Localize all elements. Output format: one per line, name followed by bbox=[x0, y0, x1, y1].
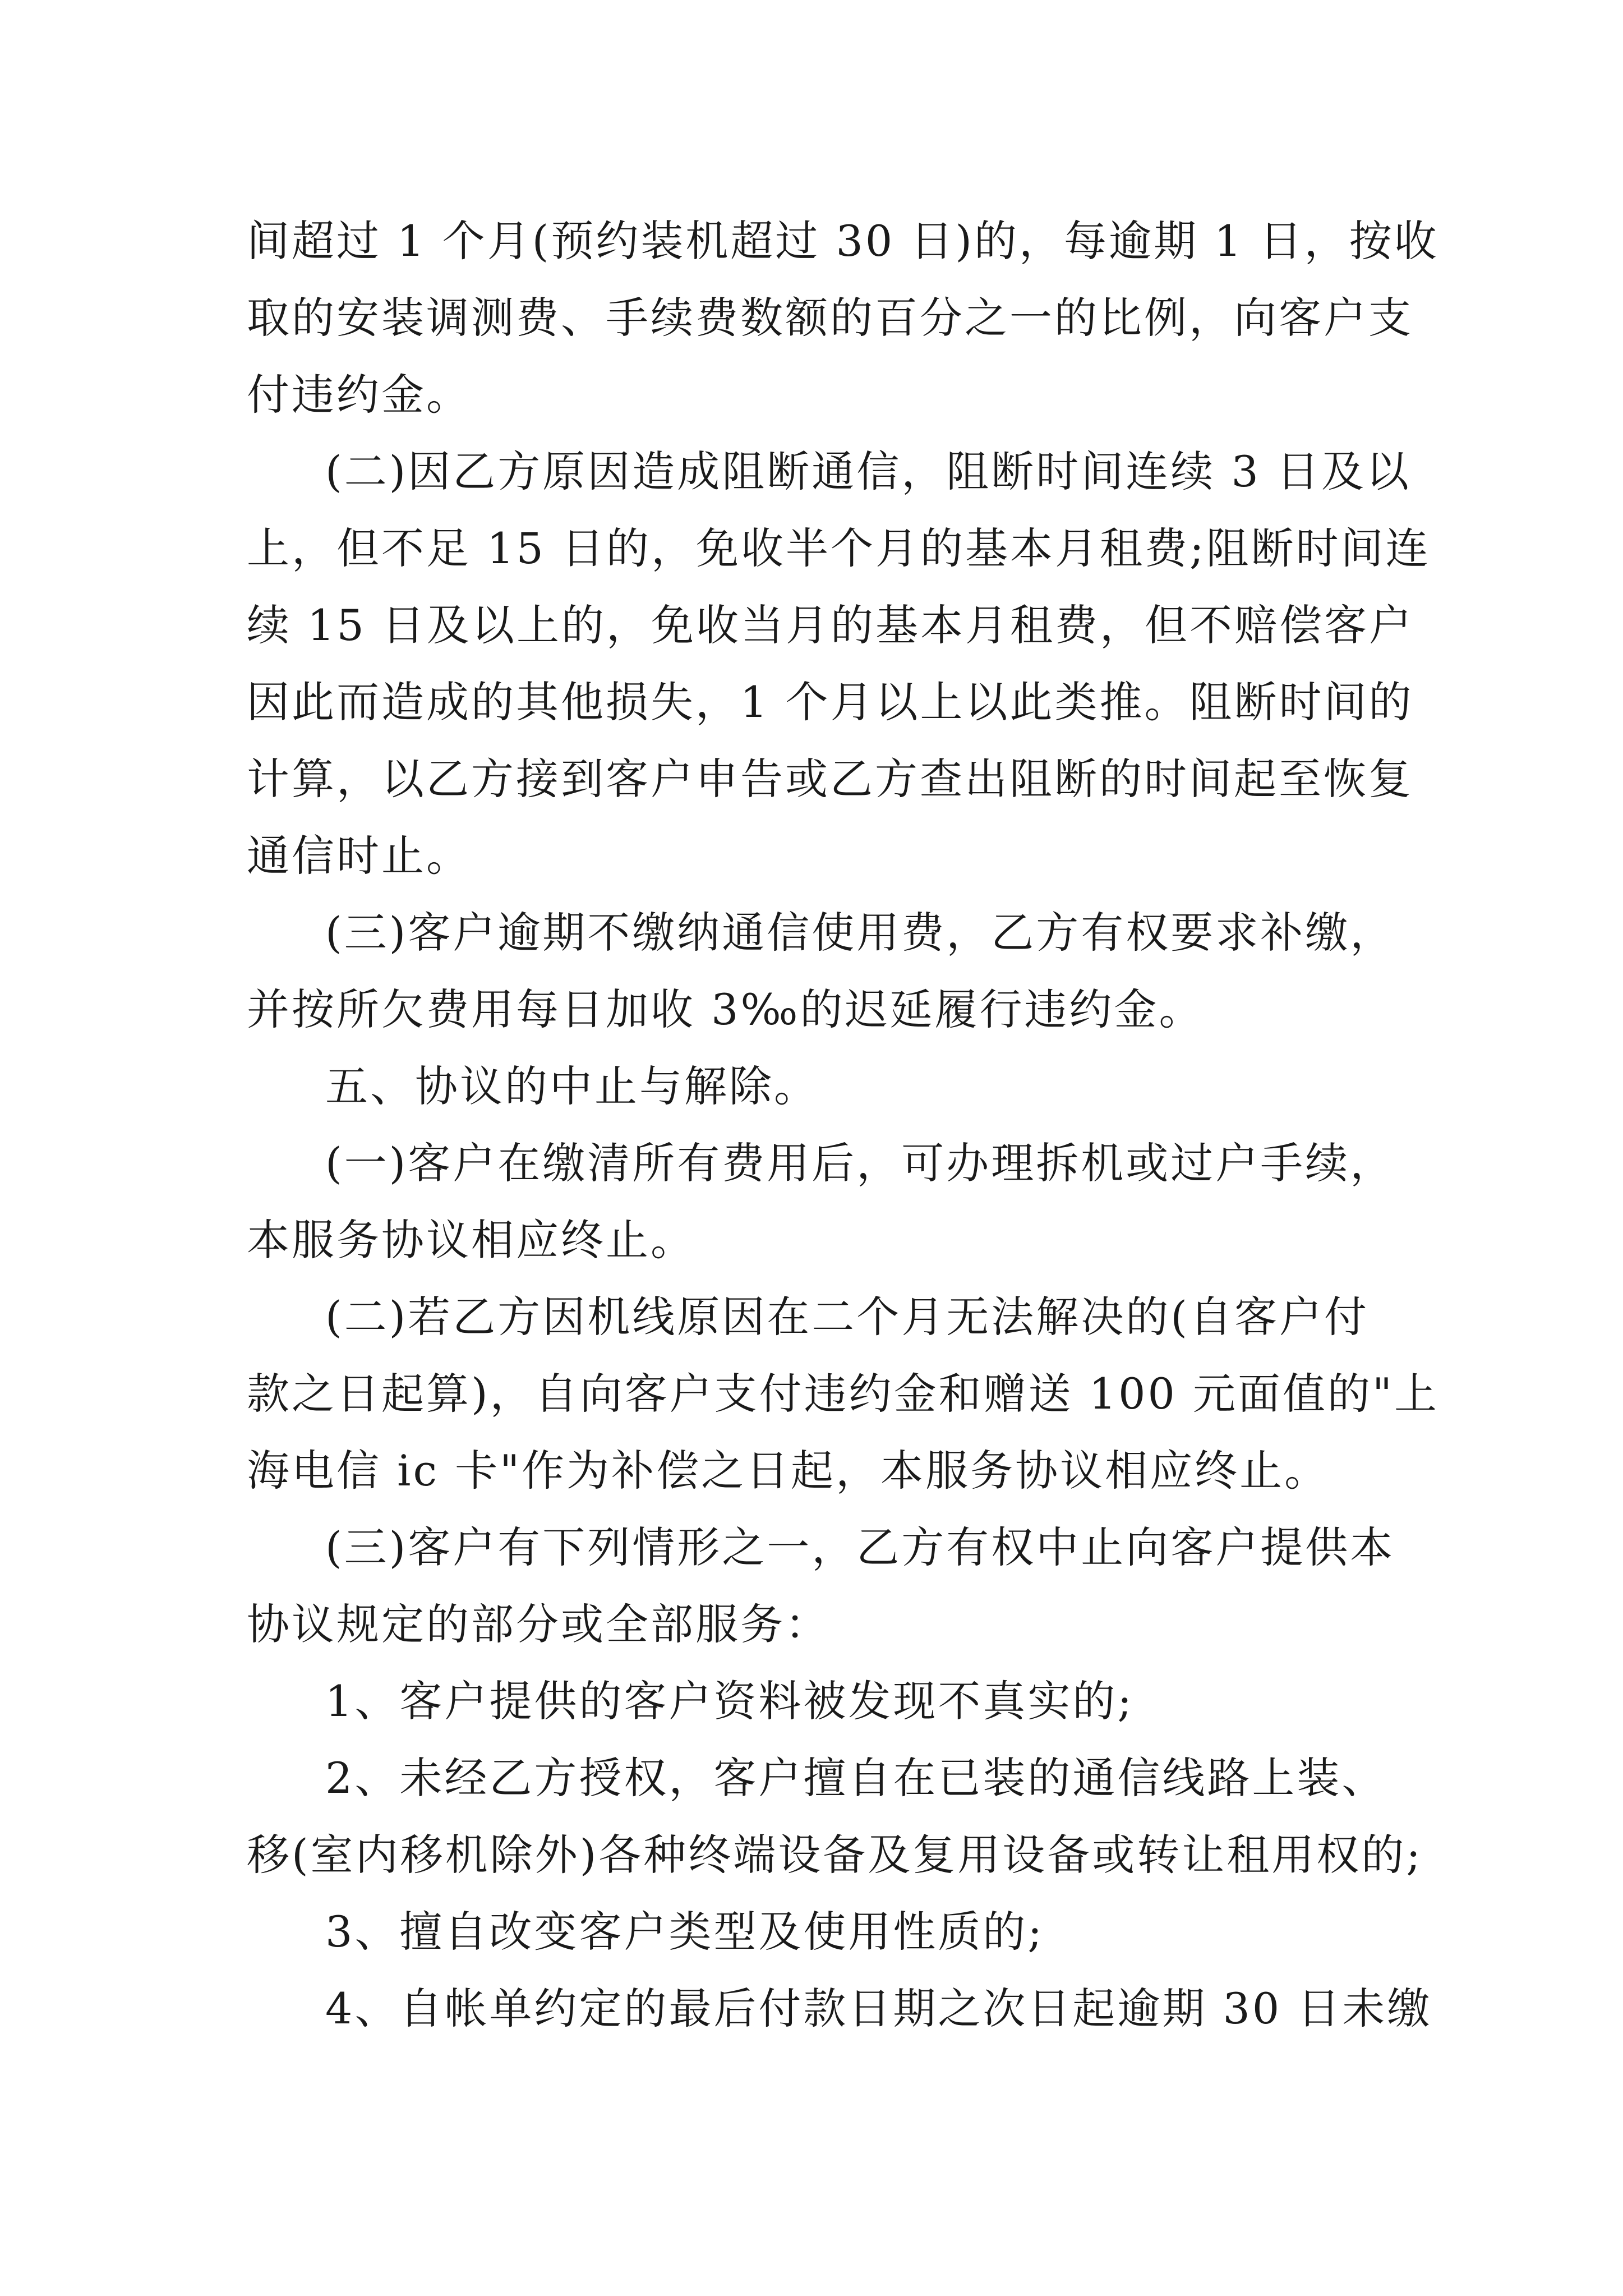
text-line: 移(室内移机除外)各种终端设备及复用设备或转让租用权的; bbox=[247, 1830, 1423, 1880]
paragraph-start: (二)若乙方因机线原因在二个月无法解决的(自客户付 bbox=[325, 1292, 1369, 1342]
paragraph-start: (一)客户在缴清所有费用后，可办理拆机或过户手续， bbox=[325, 1138, 1395, 1188]
text-line: 海电信 ic 卡"作为补偿之日起，本服务协议相应终止。 bbox=[247, 1446, 1330, 1496]
text-line: 计算，以乙方接到客户申告或乙方查出阻断的时间起至恢复 bbox=[247, 754, 1413, 804]
list-item: 1、客户提供的客户资料被发现不真实的; bbox=[325, 1676, 1134, 1726]
list-item: 4、自帐单约定的最后付款日期之次日起逾期 30 日未缴 bbox=[325, 1984, 1432, 2033]
text-line: 协议规定的部分或全部服务： bbox=[247, 1599, 830, 1649]
section-heading: 五、协议的中止与解除。 bbox=[325, 1061, 819, 1111]
text-line: 间超过 1 个月(预约装机超过 30 日)的，每逾期 1 日，按收 bbox=[247, 216, 1439, 266]
text-line: 款之日起算)，自向客户支付违约金和赠送 100 元面值的"上 bbox=[247, 1369, 1439, 1419]
text-line: 通信时止。 bbox=[247, 831, 471, 881]
paragraph-start: (三)客户逾期不缴纳通信使用费，乙方有权要求补缴， bbox=[325, 908, 1395, 958]
paragraph-start: (三)客户有下列情形之一，乙方有权中止向客户提供本 bbox=[325, 1522, 1395, 1572]
paragraph-start: (二)因乙方原因造成阻断通信，阻断时间连续 3 日及以 bbox=[325, 447, 1411, 496]
text-line: 本服务协议相应终止。 bbox=[247, 1215, 695, 1265]
text-line: 并按所欠费用每日加收 3‰的迟延履行违约金。 bbox=[247, 984, 1204, 1034]
list-item: 3、擅自改变客户类型及使用性质的; bbox=[325, 1907, 1044, 1957]
text-line: 上，但不足 15 日的，免收半个月的基本月租费;阻断时间连 bbox=[247, 523, 1431, 573]
text-line: 付违约金。 bbox=[247, 370, 471, 420]
text-line: 续 15 日及以上的，免收当月的基本月租费，但不赔偿客户 bbox=[247, 600, 1414, 650]
list-item: 2、未经乙方授权，客户擅自在已装的通信线路上装、 bbox=[325, 1753, 1387, 1803]
text-line: 取的安装调测费、手续费数额的百分之一的比例，向客户支 bbox=[247, 293, 1413, 343]
text-line: 因此而造成的其他损失，1 个月以上以此类推。阻断时间的 bbox=[247, 677, 1414, 727]
